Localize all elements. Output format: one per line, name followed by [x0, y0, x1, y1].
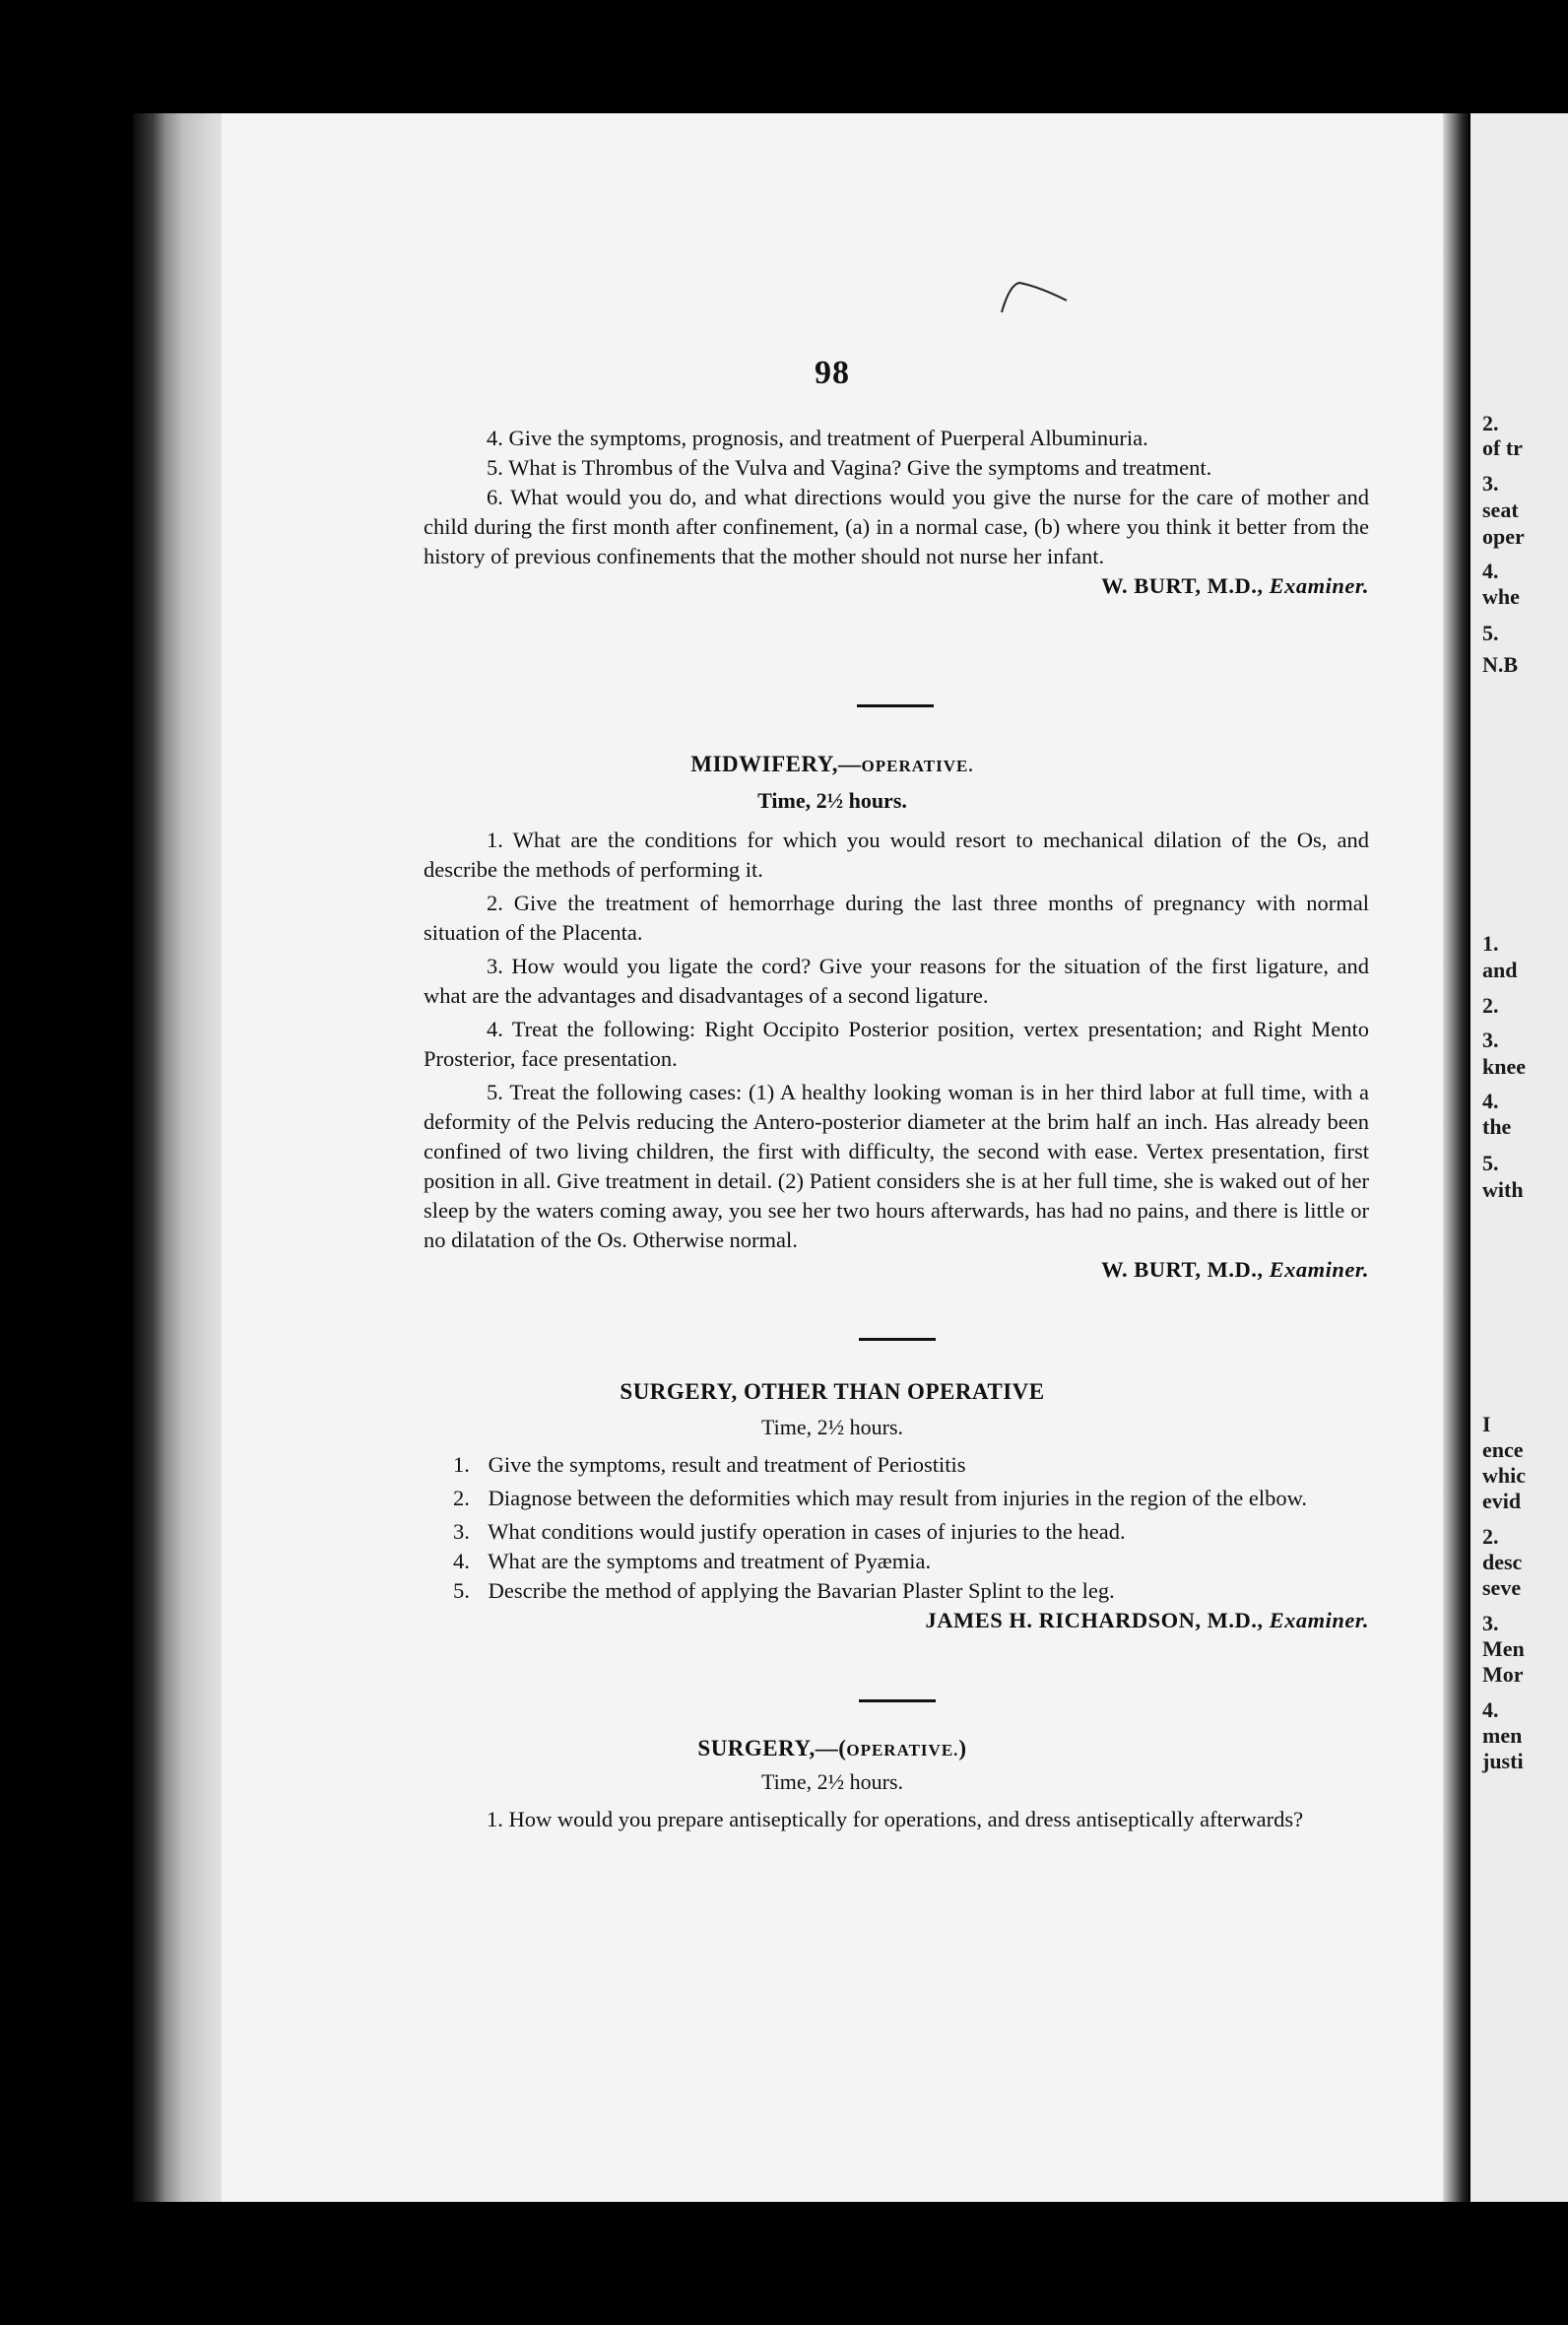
examiner-signature	[424, 1255, 1369, 1285]
facing-text: evid	[1482, 1489, 1522, 1513]
section-heading-midwifery-operative: MIDWIFERY,—OPERATIVE.	[690, 752, 974, 776]
facing-text: 1.	[1482, 931, 1499, 956]
question-text: Give the treatment of hemorrhage during the last three months of pregnancy with normal situation of the Placenta.	[424, 891, 1369, 945]
facing-text: oper	[1482, 524, 1525, 549]
question-number: 5.	[487, 1080, 503, 1104]
question-item	[424, 1484, 1369, 1513]
facing-text: I	[1482, 1412, 1491, 1436]
examiner-title: Examiner.	[1269, 573, 1369, 598]
question-item	[424, 1517, 1369, 1547]
section-time: Time, 2½ hours.	[757, 788, 907, 813]
question-number: 1.	[487, 828, 503, 852]
facing-text: ence	[1482, 1437, 1524, 1462]
facing-text: 2.	[1482, 411, 1499, 435]
question-text: How would you ligate the cord? Give your reasons for the situation of the first ligature, and what are the advantages and disadvantages of a second ligature.	[424, 954, 1369, 1008]
examiner-title: Examiner.	[1269, 1608, 1369, 1632]
section-time: Time, 2½ hours.	[760, 1769, 904, 1794]
question-item	[424, 952, 1369, 1011]
facing-text: of tr	[1482, 435, 1523, 460]
question-item	[424, 1547, 1369, 1576]
facing-text: 4.	[1482, 1697, 1499, 1722]
question-item	[424, 1450, 1369, 1480]
section-divider	[859, 1699, 936, 1702]
question-item	[424, 889, 1369, 948]
facing-text: men	[1482, 1723, 1523, 1748]
question-item	[424, 1805, 1369, 1834]
question-number: 3.	[453, 1519, 470, 1544]
facing-text: 4.	[1482, 1089, 1499, 1113]
facing-text: knee	[1482, 1054, 1526, 1079]
question-number: 1.	[487, 1807, 503, 1831]
surgery-operative-questions	[424, 1805, 1369, 1834]
question-text: What are the symptoms and treatment of Pyæmia.	[488, 1549, 932, 1573]
question-text: What would you do, and what directions would you give the nurse for the care of mother and child during the first month after confinement, (a) in a normal case, (b) where you think it better from the history of previous confinements that the mother should not nurse her infant.	[424, 485, 1369, 568]
facing-text: with	[1482, 1177, 1524, 1202]
section-divider	[857, 704, 934, 707]
question-text: Give the symptoms, prognosis, and treatment of Puerperal Albuminuria.	[508, 426, 1148, 450]
question-text: Give the symptoms, result and treatment of Periostitis	[488, 1452, 966, 1477]
facing-text: whe	[1482, 584, 1520, 609]
midwifery-operative-questions	[424, 826, 1369, 1285]
facing-text: 3.	[1482, 471, 1499, 496]
examiner-name: JAMES H. RICHARDSON, M.D.,	[925, 1608, 1264, 1632]
page-gutter	[1443, 113, 1470, 2202]
facing-text: 4.	[1482, 559, 1499, 583]
examiner-name: W. BURT, M.D.,	[1101, 573, 1264, 598]
question-text: How would you prepare antiseptically for operations, and dress antiseptically afterwards?	[508, 1807, 1304, 1831]
question-item	[424, 424, 1369, 453]
question-text: Diagnose between the deformities which may result from injuries in the region of the elbow.	[488, 1486, 1308, 1510]
question-number: 2.	[487, 891, 503, 915]
section-time: Time, 2½ hours.	[760, 1415, 904, 1439]
question-item	[424, 826, 1369, 885]
question-text: What are the conditions for which you would resort to mechanical dilation of the Os, and describe the methods of performing it.	[424, 828, 1370, 882]
facing-text: Mor	[1482, 1662, 1524, 1687]
question-number: 1.	[453, 1452, 470, 1477]
facing-text: 5.	[1482, 1151, 1499, 1175]
question-number: 4.	[487, 1017, 503, 1041]
pencil-mark-icon	[1000, 281, 1069, 314]
page-number: 98	[815, 355, 850, 391]
facing-text: the	[1482, 1114, 1512, 1139]
examiner-signature	[424, 1606, 1369, 1635]
facing-page-fragment	[1470, 113, 1568, 2202]
facing-text: desc	[1482, 1550, 1523, 1574]
question-text: Treat the following: Right Occipito Posterior position, vertex presentation; and Right Mento Prosterior, face presentation.	[424, 1017, 1369, 1071]
facing-text: 3.	[1482, 1611, 1499, 1635]
facing-text: 2.	[1482, 1524, 1499, 1549]
question-text: Describe the method of applying the Bavarian Plaster Splint to the leg.	[488, 1578, 1115, 1603]
facing-text: 5.	[1482, 621, 1499, 645]
question-number: 5.	[453, 1578, 470, 1603]
top-section	[424, 424, 1369, 601]
section-divider	[859, 1338, 936, 1341]
examiner-title: Examiner.	[1269, 1257, 1369, 1282]
facing-text: seat	[1482, 498, 1519, 522]
facing-text: justi	[1482, 1749, 1524, 1773]
question-item	[424, 1015, 1369, 1074]
section-heading-surgery-operative: SURGERY,—(OPERATIVE.)	[697, 1736, 967, 1760]
question-number: 4.	[487, 426, 503, 450]
facing-text: 3.	[1482, 1028, 1499, 1052]
examiner-name: W. BURT, M.D.,	[1101, 1257, 1264, 1282]
facing-text: whic	[1482, 1463, 1526, 1488]
question-text: What conditions would justify operation in cases of injuries to the head.	[488, 1519, 1126, 1544]
facing-text: seve	[1482, 1575, 1522, 1600]
question-item	[424, 1078, 1369, 1255]
question-item	[424, 453, 1369, 483]
examiner-signature	[424, 571, 1369, 601]
facing-text: Men	[1482, 1636, 1525, 1661]
question-text: What is Thrombus of the Vulva and Vagina? Give the symptoms and treatment.	[508, 455, 1212, 480]
question-number: 4.	[453, 1549, 470, 1573]
question-text: Treat the following cases: (1) A healthy looking woman is in her third labor at full time, with a deformity of the Pelvis reducing the Antero-posterior diameter at the brim half an inch. Has already been confined of two living children, the first with difficulty, the second with ease. Vertex presentation, first position in all. Give treatment in detail. (2) Patient considers she is at her full time, she is waked out of her sleep by the waters coming away, you see her two hours afterwards, has had no pains, and there is little or no dilatation of the Os. Otherwise normal.	[424, 1080, 1369, 1252]
question-number: 3.	[487, 954, 503, 978]
facing-text: 2.	[1482, 993, 1499, 1018]
facing-text: N.B	[1482, 652, 1519, 677]
facing-text: and	[1482, 958, 1518, 982]
question-item	[424, 1576, 1369, 1606]
question-number: 2.	[453, 1486, 470, 1510]
surgery-other-questions	[424, 1450, 1369, 1635]
question-number: 6.	[487, 485, 503, 509]
question-item	[424, 483, 1369, 571]
section-heading-surgery-other: SURGERY, OTHER THAN OPERATIVE	[620, 1379, 1045, 1404]
question-number: 5.	[487, 455, 503, 480]
